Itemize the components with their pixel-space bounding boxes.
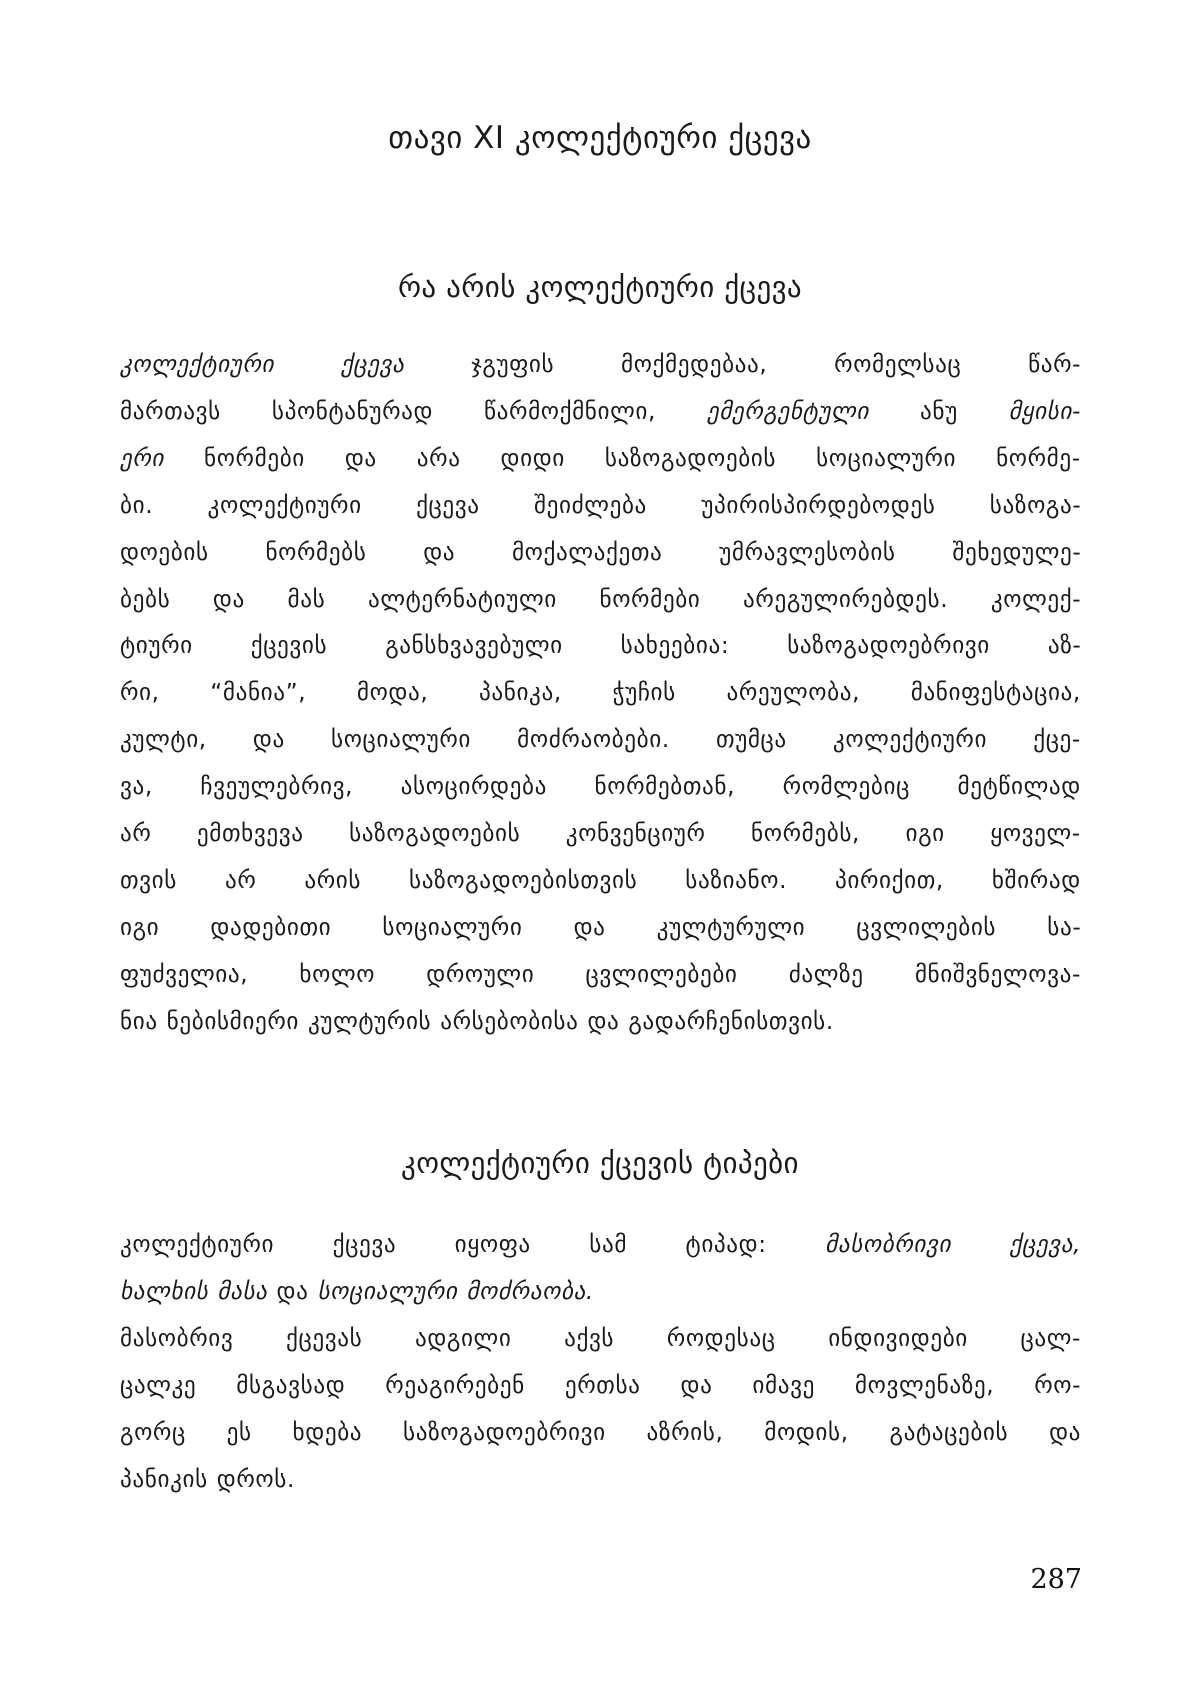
text-run: ფუძველია, ხოლო დროული ცვლილებები ძალზე მნიშვნელოვა-	[120, 960, 1081, 988]
text-line	[120, 952, 1081, 999]
text-line	[120, 905, 1081, 952]
section-heading: კოლექტიური ქცევის ტიპები	[401, 1146, 799, 1180]
text-line	[120, 1222, 1081, 1269]
text-line	[120, 1269, 1081, 1316]
text-run: დოების ნორმებს და მოქალაქეთა უმრავლესობის შეხედულე-	[120, 538, 1082, 566]
chapter-title: თავი XI კოლექტიური ქცევა	[388, 120, 812, 156]
text-line	[120, 764, 1081, 811]
text-run: ბებს და მას ალტერნატიული ნორმები არეგულირებდეს. კოლექ-	[120, 585, 1082, 613]
text-line	[120, 670, 1081, 717]
text-run: ტიური ქცევის განსხვავებული სახეებია: საზოგადოებრივი აზ-	[120, 632, 1082, 660]
italic-term: ერი	[120, 444, 165, 472]
text-run: გორც ეს ხდება საზოგადოებრივი აზრის, მოდის, გატაცების და	[120, 1418, 1082, 1446]
text-run: პანიკის დროს.	[120, 1465, 295, 1493]
text-line	[120, 999, 1081, 1046]
text-line	[120, 811, 1081, 858]
text-line	[120, 1363, 1081, 1410]
text-run: ბი. კოლექტიური ქცევა შეიძლება უპირისპირდებოდეს საზოგა-	[120, 491, 1082, 519]
text-run: თვის არ არის საზოგადოებისთვის საზიანო. პირიქით, ხშირად	[120, 866, 1081, 894]
text-line	[120, 623, 1081, 670]
text-line	[120, 717, 1081, 764]
italic-term: კოლექტიური ქცევა	[120, 351, 405, 378]
text-line	[120, 483, 1081, 530]
text-run: მართავს სპონტანურად წარმოქმნილი,	[120, 397, 707, 425]
italic-term: სოციალური მოძრაობა.	[317, 1277, 594, 1305]
text-run: ჯგუფის მოქმედებაა, რომელსაც წარ-	[404, 351, 1082, 378]
text-line	[120, 1316, 1081, 1363]
text-line	[120, 1410, 1081, 1457]
text-run: ნორმები და არა დიდი საზოგადოების სოციალური ნორმე-	[164, 444, 1081, 472]
body-paragraph	[120, 342, 1081, 1046]
text-line	[120, 858, 1081, 905]
text-run: რი, “მანია”, მოდა, პანიკა, ჭუჩის არეულობა, მანიფესტაცია,	[120, 679, 1081, 707]
text-line	[120, 436, 1081, 483]
text-line	[120, 1457, 1081, 1504]
italic-term: მყისი-	[1008, 397, 1081, 425]
section-heading: რა არის კოლექტიური ქცევა	[397, 270, 803, 304]
body-paragraph	[120, 1222, 1081, 1316]
text-run: მასობრივ ქცევას ადგილი აქვს როდესაც ინდივიდები ცალ-	[120, 1325, 1082, 1352]
text-run: ვა, ჩვეულებრივ, ასოცირდება ნორმებთან, რომლებიც მეტწილად	[120, 773, 1081, 801]
text-line	[120, 389, 1081, 436]
body-paragraph	[120, 1316, 1081, 1504]
text-run: კულტი, და სოციალური მოძრაობები. თუმცა კოლექტიური ქცე-	[120, 726, 1081, 754]
text-run: ნია ნებისმიერი კულტურის არსებობისა და გადარჩენისთვის.	[120, 1007, 834, 1035]
text-line	[120, 342, 1081, 389]
italic-term: ემერგენტული	[706, 397, 870, 425]
text-run: იგი დადებითი სოციალური და კულტურული ცვლილების სა-	[120, 913, 1082, 941]
text-run: და	[267, 1277, 318, 1305]
italic-term: მასობრივი ქცევა,	[825, 1231, 1082, 1258]
page-number: 287	[1030, 1564, 1082, 1595]
text-line	[120, 530, 1081, 577]
text-run: კოლექტიური ქცევა იყოფა სამ ტიპად:	[120, 1231, 826, 1258]
text-line	[120, 577, 1081, 624]
text-run: ცალკე მსგავსად რეაგირებენ ერთსა და იმავე მოვლენაზე, რო-	[120, 1371, 1082, 1399]
text-run: ანუ	[869, 397, 1009, 425]
italic-term: ხალხის მასა	[120, 1277, 268, 1305]
text-run: არ ემთხვევა საზოგადოების კონვენციურ ნორმებს, იგი ყოველ-	[120, 820, 1081, 848]
